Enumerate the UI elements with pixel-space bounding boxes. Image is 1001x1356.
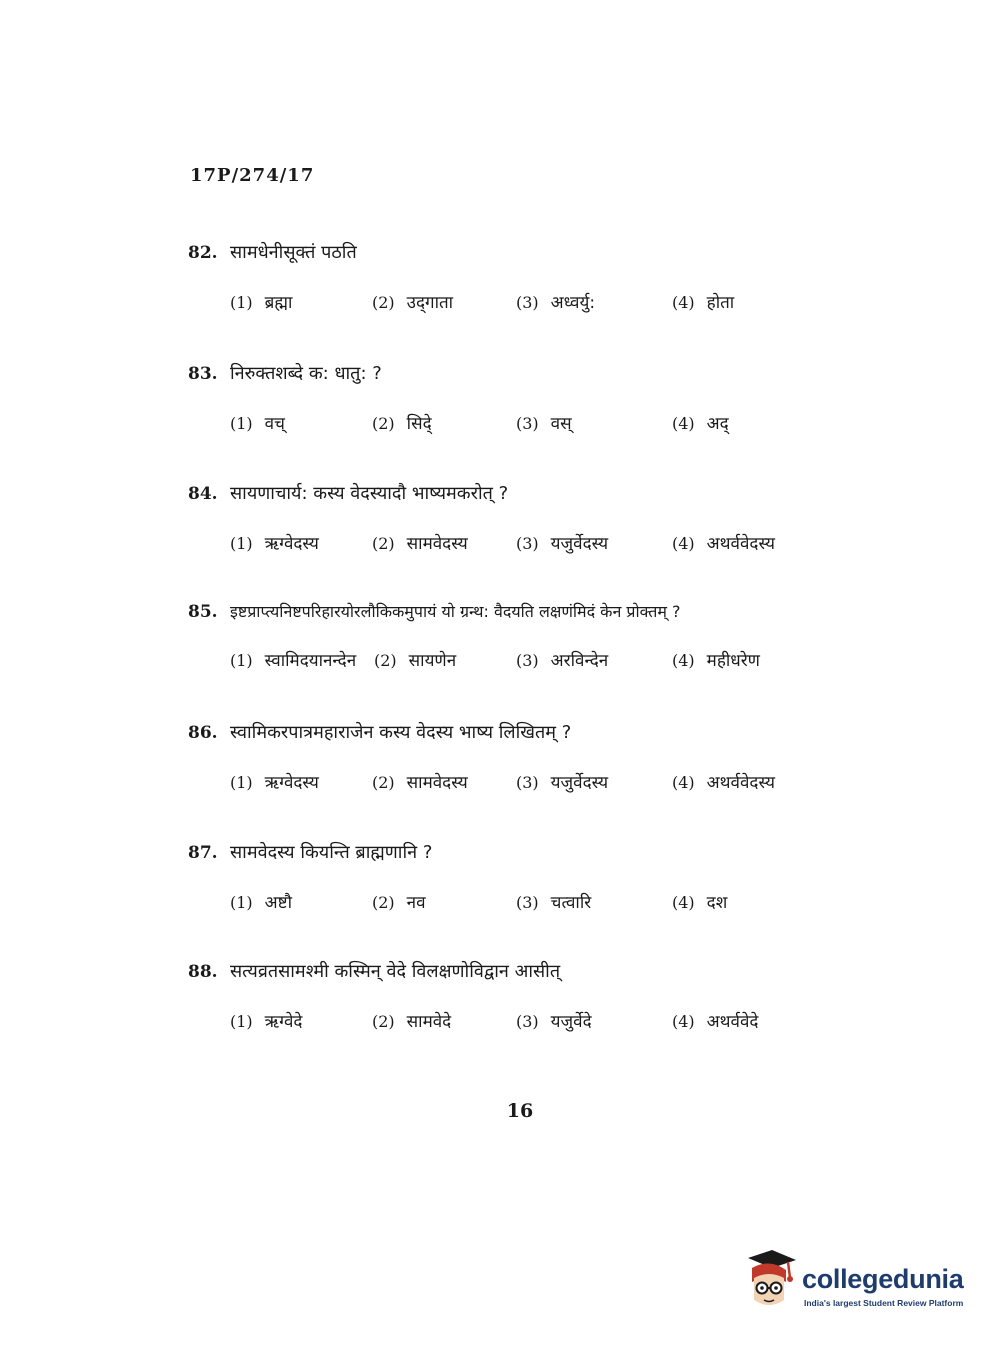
- option-3: (3) अरविन्देन: [516, 651, 609, 671]
- option-2: (2) सामवेदस्य: [372, 534, 468, 554]
- option-4: (4) अद्: [672, 414, 729, 434]
- question-number: 87.: [188, 843, 218, 863]
- option-2: (2) उद्‌गाता: [372, 293, 454, 313]
- options: [188, 770, 908, 800]
- option-3: (3) यजुर्वेदे: [516, 1012, 592, 1032]
- option-2: (2) सामवेदस्य: [372, 773, 468, 793]
- question-number: 84.: [188, 484, 218, 504]
- question-number: 86.: [188, 723, 218, 743]
- option-3: (3) यजुर्वेदस्य: [516, 534, 609, 554]
- question-84: [188, 481, 908, 561]
- option-1: (1) ब्रह्मा: [230, 293, 293, 313]
- question-text: निरुक्तशब्दे क: धातु: ?: [230, 363, 382, 384]
- question-85: [188, 600, 908, 678]
- question-number: 88.: [188, 962, 218, 982]
- question-text: इष्टप्राप्त्यनिष्टपरिहारयोरलौकिकमुपायं यो ग्रन्थ: वैदयति लक्षणंमिदं केन प्रोक्तम् ?: [230, 602, 681, 621]
- collegedunia-logo: [742, 1246, 972, 1318]
- options: [188, 531, 908, 561]
- options: [188, 648, 908, 678]
- option-3: (3) अध्वर्यु:: [516, 293, 596, 313]
- option-1: (1) ऋग्वेदे: [230, 1012, 303, 1032]
- question-number: 82.: [188, 243, 218, 263]
- question-text: सायणाचार्य: कस्य वेदस्यादौ भाष्यमकरोत् ?: [230, 483, 509, 504]
- option-4: (4) अथर्ववेदे: [672, 1012, 759, 1032]
- question-87: [188, 840, 908, 920]
- option-4: (4) दश: [672, 893, 728, 913]
- options: [188, 1009, 908, 1039]
- option-1: (1) स्वामिदयानन्देन: [230, 651, 357, 671]
- question-text: सत्यव्रतसामश्मी कस्मिन् वेदे विलक्षणोविद्वान आसीत्: [230, 961, 561, 982]
- option-1: (1) वच्: [230, 414, 285, 434]
- option-2: (2) नव: [372, 893, 426, 913]
- question-text: सामधेनीसूक्तं पठति: [230, 242, 357, 263]
- option-3: (3) यजुर्वेदस्य: [516, 773, 609, 793]
- option-2: (2) सिदे्: [372, 414, 432, 434]
- question-text: स्वामिकरपात्रमहाराजेन कस्य वेदस्य भाष्य लिखितम् ?: [230, 722, 572, 743]
- option-2: (2) सायणेन: [374, 651, 457, 671]
- options: [188, 290, 908, 320]
- option-4: (4) महीधरेण: [672, 651, 760, 671]
- question-82: [188, 240, 908, 320]
- option-3: (3) चत्वारि: [516, 893, 592, 913]
- options: [188, 411, 908, 441]
- question-83: [188, 361, 908, 441]
- option-4: (4) अथर्ववेदस्य: [672, 534, 775, 554]
- logo-name: collegedunia: [802, 1264, 964, 1294]
- option-3: (3) वस्: [516, 414, 572, 434]
- logo-tagline: India's largest Student Review Platform: [804, 1298, 964, 1308]
- option-1: (1) ऋग्वेदस्य: [230, 773, 319, 793]
- question-number: 83.: [188, 364, 218, 384]
- option-4: (4) होता: [672, 293, 735, 313]
- student-mascot-icon: [742, 1248, 798, 1312]
- option-4: (4) अथर्ववेदस्य: [672, 773, 775, 793]
- page-number: 16: [506, 1100, 534, 1122]
- question-88: [188, 959, 908, 1039]
- paper-code: 17P/274/17: [190, 165, 315, 186]
- option-2: (2) सामवेदे: [372, 1012, 452, 1032]
- question-86: [188, 720, 908, 800]
- question-text: सामवेदस्य कियन्ति ब्राह्मणानि ?: [230, 842, 433, 863]
- question-number: 85.: [188, 602, 218, 622]
- options: [188, 890, 908, 920]
- option-1: (1) अष्टौ: [230, 893, 292, 913]
- option-1: (1) ऋग्वेदस्य: [230, 534, 319, 554]
